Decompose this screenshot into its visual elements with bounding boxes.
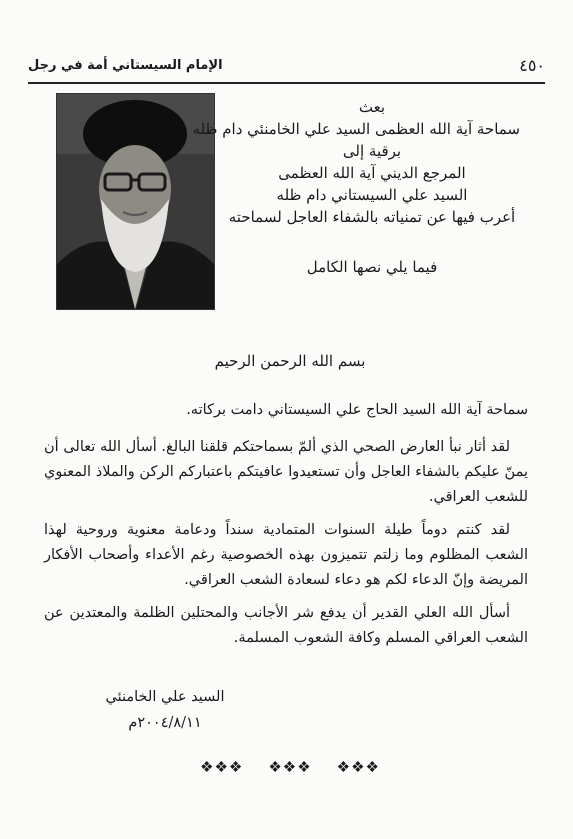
intro-line: بعث (358, 98, 386, 116)
letter-body (44, 398, 528, 659)
ornament-glyph: ❖❖❖ (200, 758, 244, 776)
portrait-photo (56, 93, 215, 310)
intro-line: برقية إلى (342, 142, 402, 160)
letter-paragraph: لقد أثار نبأ العارض الصحي الذي ألمّ بسماحتكم قلقنا البالغ. أسأل الله تعالى أن يمنّ عليكم بالشفاء العاجل وأن تستعيدوا عافيتكم باعتباركم الركن والملاذ المعنوي للشعب العراقي. (44, 439, 528, 505)
section-ornament (200, 758, 380, 776)
page-number: ٤٥٠ (519, 56, 545, 75)
intro-line: سماحة آية الله العظمى السيد علي الخامنئي دام ظله (192, 120, 520, 138)
book-title: الإمام السيستاني أمة في رجل (28, 58, 223, 73)
basmala: بسم الله الرحمن الرحيم (214, 352, 366, 370)
portrait-illustration (57, 94, 214, 309)
signature-date: ٢٠٠٤/٨/١١م (128, 715, 202, 731)
signature-name: السيد علي الخامنئي (105, 689, 225, 705)
letter-paragraph: أسأل الله العلي القدير أن يدفع شر الأجانب والمحتلين الظلمة والمعتدين عن الشعب العراقي المسلم وكافة الشعوب المسلمة. (44, 605, 528, 646)
intro-line: السيد علي السيستاني دام ظله (276, 186, 468, 204)
telegram-introduction (192, 96, 520, 278)
intro-line: المرجع الديني آية الله العظمى (278, 164, 466, 182)
salutation: سماحة آية الله السيد الحاج علي السيستاني دامت بركاته. (186, 402, 528, 418)
signature-block (90, 684, 240, 736)
running-header (28, 56, 545, 84)
ornament-glyph: ❖❖❖ (336, 758, 380, 776)
letter-paragraph: لقد كنتم دوماً طيلة السنوات المتمادية سنداً ودعامة معنوية وروحية لهذا الشعب المظلوم وما زلتم تتميزون بهذه الخصوصية رغم الأعداء وأصحاب الأفكار المريضة وإنّ الدعاء لكم هو دعاء لسعادة الشعب العراقي. (44, 522, 528, 588)
intro-line: فيما يلي نصها الكامل (306, 258, 438, 276)
intro-line: أعرب فيها عن تمنياته بالشفاء العاجل لسماحته (228, 208, 516, 226)
ornament-glyph: ❖❖❖ (268, 758, 312, 776)
